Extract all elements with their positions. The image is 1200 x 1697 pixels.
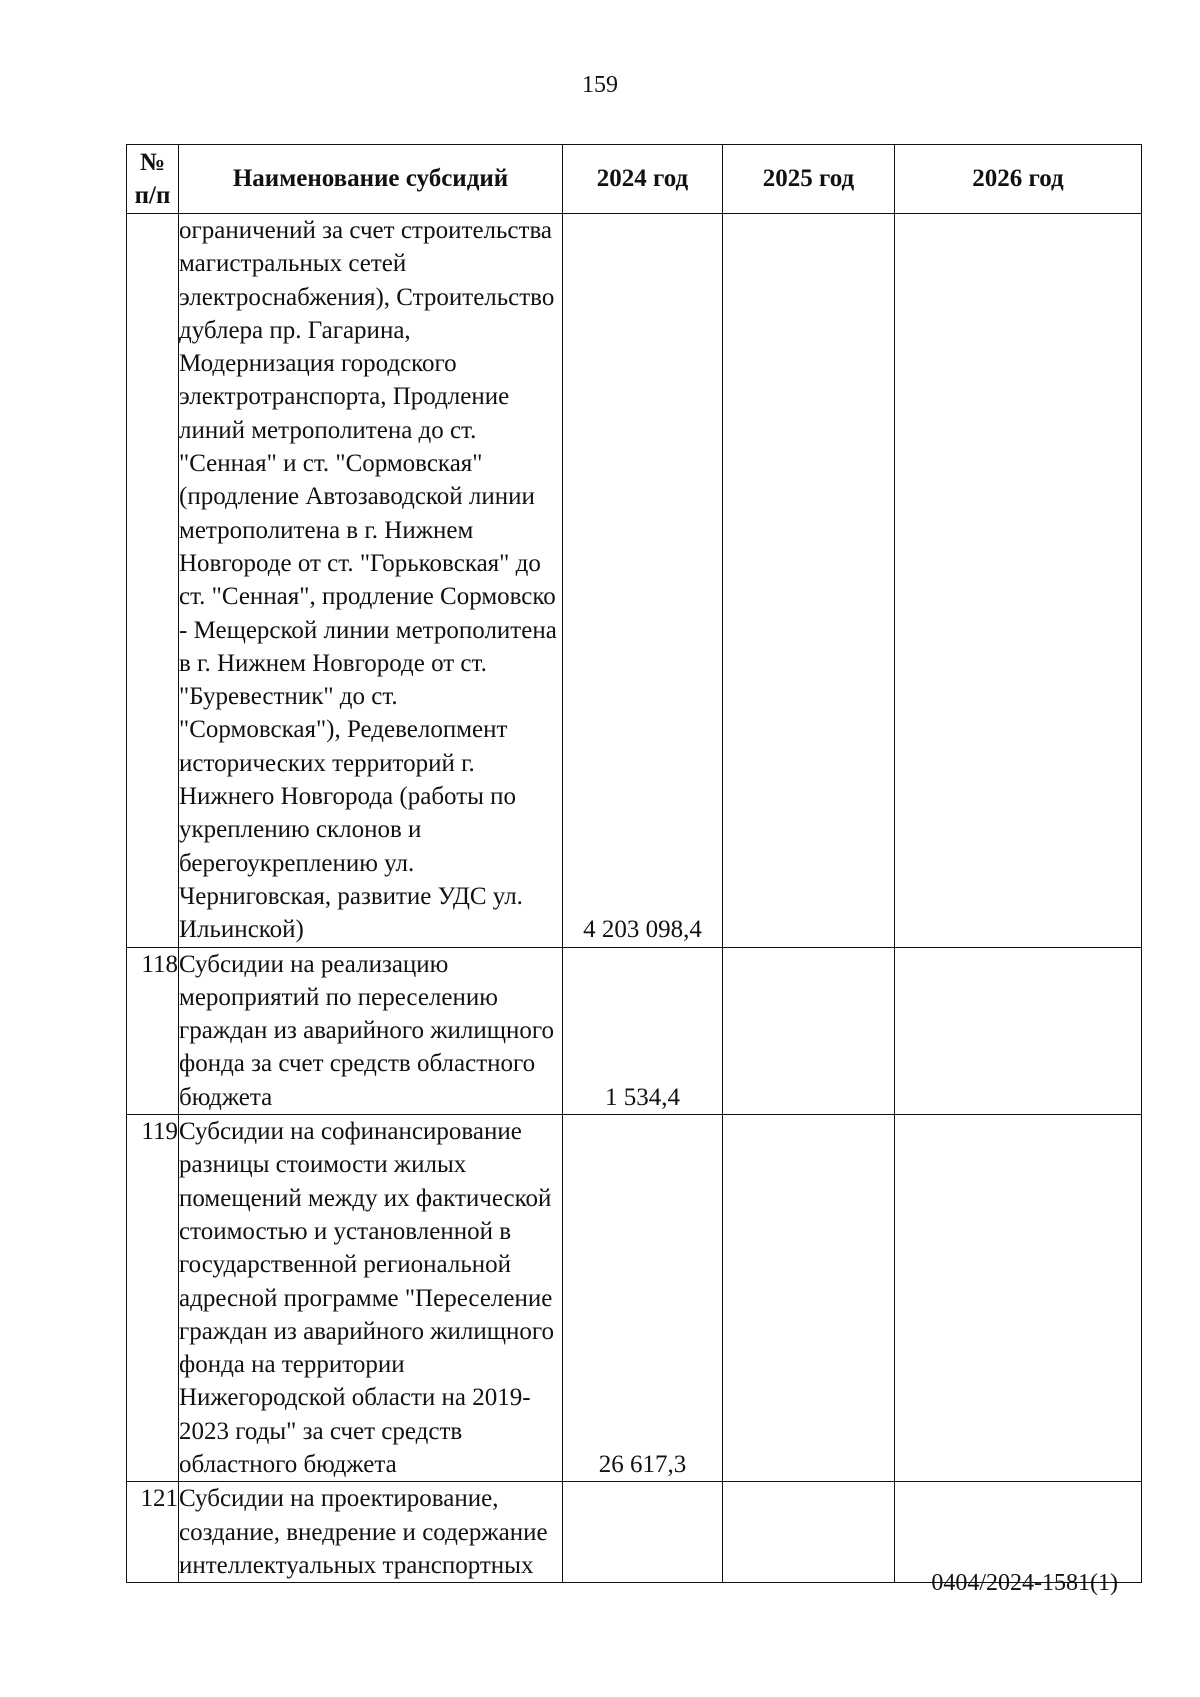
row-name: Субсидии на софинансирование разницы стоимости жилых помещений между их фактической стоимостью и установленной в государственной региональной адресной программе "Переселение граждан из аварийного жилищного фонда на территории Нижегородской области на 2019-2023 годы" за счет средств областного бюджета	[179, 1115, 563, 1482]
row-value-2026	[895, 947, 1142, 1114]
row-value-2024	[563, 1482, 723, 1583]
row-value-2025	[723, 947, 895, 1114]
table-row	[127, 947, 1142, 1114]
subsidies-table	[126, 144, 1142, 1583]
document-code: 0404/2024-1581(1)	[931, 1570, 1118, 1596]
row-value-2025	[723, 1482, 895, 1583]
row-name: Субсидии на проектирование, создание, внедрение и содержание интеллектуальных транспортных	[179, 1482, 563, 1583]
header-number: № п/п	[127, 145, 179, 214]
header-2026: 2026 год	[895, 145, 1142, 214]
row-value-2026	[895, 1482, 1142, 1583]
row-name: ограничений за счет строительства магистральных сетей электроснабжения), Строительство дублера пр. Гагарина, Модернизация городского электротранспорта, Продление линий метрополитена до ст. "Сенная" и ст. "Сормовская" (продление Автозаводской линии метрополитена в г. Нижнем Новгороде от ст. "Горьковская" до ст. "Сенная", продление Сормовско - Мещерской линии метрополитена в г. Нижнем Новгороде от ст. "Буревестник" до ст. "Сормовская"), Редевелопмент исторических территорий г. Нижнего Новгорода (работы по укреплению склонов и берегоукреплению ул. Черниговская, развитие УДС ул. Ильинской)	[179, 214, 563, 948]
row-value-2024: 4 203 098,4	[563, 214, 723, 948]
header-2024: 2024 год	[563, 145, 723, 214]
row-value-2026	[895, 214, 1142, 948]
table-row	[127, 214, 1142, 948]
row-value-2024: 1 534,4	[563, 947, 723, 1114]
row-value-2024: 26 617,3	[563, 1115, 723, 1482]
row-value-2025	[723, 214, 895, 948]
row-number: 121	[127, 1482, 179, 1583]
header-name: Наименование субсидий	[179, 145, 563, 214]
table-row	[127, 1482, 1142, 1583]
table-row	[127, 1115, 1142, 1482]
row-number: 119	[127, 1115, 179, 1482]
page-number: 159	[582, 72, 618, 98]
header-2025: 2025 год	[723, 145, 895, 214]
row-number: 118	[127, 947, 179, 1114]
row-value-2026	[895, 1115, 1142, 1482]
row-value-2025	[723, 1115, 895, 1482]
row-number	[127, 214, 179, 948]
table-header-row	[127, 145, 1142, 214]
row-name: Субсидии на реализацию мероприятий по переселению граждан из аварийного жилищного фонда за счет средств областного бюджета	[179, 947, 563, 1114]
